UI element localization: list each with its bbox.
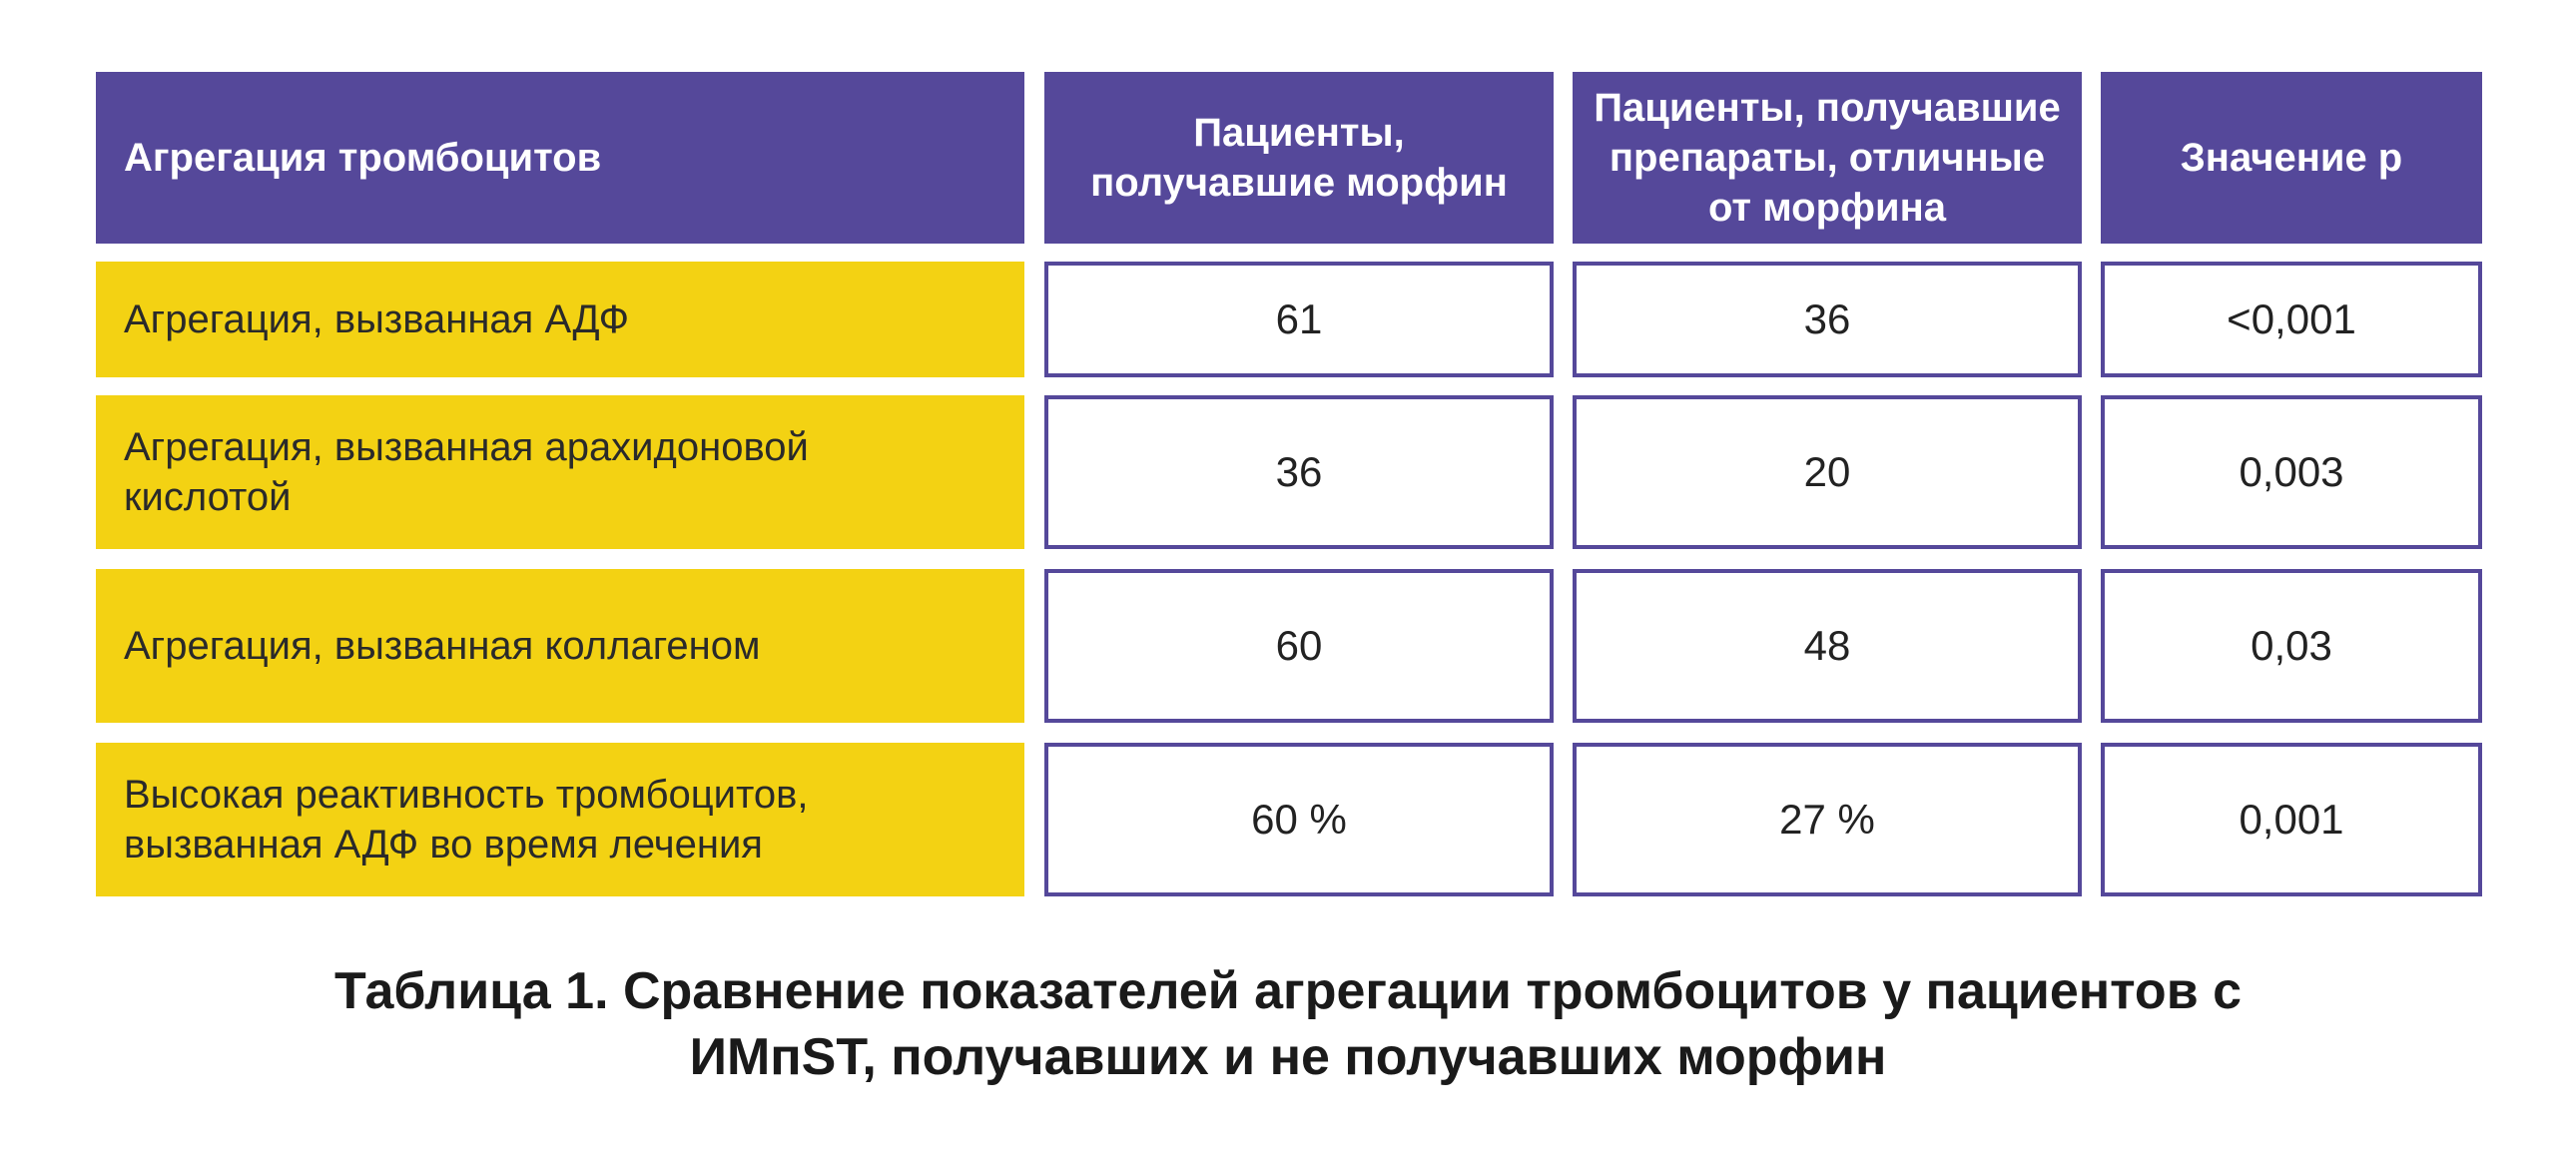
cell-non-morphine-value: 20 <box>1803 448 1851 495</box>
row-label <box>96 569 1024 723</box>
cell-p-value-text: 0,003 <box>2239 448 2344 495</box>
cell-morphine <box>1044 743 1554 896</box>
row-label-text: Агрегация, вызванная арахидоновой кислотой <box>124 425 809 519</box>
cell-non-morphine-value: 48 <box>1803 622 1851 669</box>
cell-morphine-value: 61 <box>1275 295 1323 342</box>
cell-p-value-text: 0,03 <box>2251 622 2332 669</box>
cell-morphine-value: 60 <box>1275 622 1323 669</box>
caption-line-2: ИМпST, получавших и не получавших морфин <box>689 1028 1887 1086</box>
header-morphine <box>1044 72 1554 244</box>
row-label <box>96 395 1024 549</box>
cell-morphine <box>1044 395 1554 549</box>
header-morphine-label: Пациенты, получавшие морфин <box>1090 111 1508 205</box>
cell-p-value <box>2101 395 2482 549</box>
cell-non-morphine-value: 36 <box>1803 295 1851 342</box>
row-label <box>96 743 1024 896</box>
header-aggregation <box>96 72 1024 244</box>
cell-non-morphine <box>1573 262 2082 377</box>
header-p-value <box>2101 72 2482 244</box>
cell-morphine-value: 36 <box>1275 448 1323 495</box>
row-label-text: Агрегация, вызванная коллагеном <box>124 624 761 668</box>
cell-p-value-text: 0,001 <box>2239 796 2344 843</box>
row-label-text: Агрегация, вызванная АДФ <box>124 297 630 341</box>
cell-morphine <box>1044 569 1554 723</box>
table-caption <box>0 958 2576 1090</box>
cell-p-value <box>2101 743 2482 896</box>
header-p-value-label: Значение р <box>2180 136 2403 180</box>
row-label <box>96 262 1024 377</box>
header-non-morphine-label: Пациенты, получавшие препараты, отличные от морфина <box>1594 86 2061 230</box>
cell-non-morphine-value: 27 % <box>1779 796 1875 843</box>
cell-p-value <box>2101 262 2482 377</box>
cell-non-morphine <box>1573 743 2082 896</box>
cell-morphine <box>1044 262 1554 377</box>
row-label-text: Высокая реактивность тромбоцитов, вызванная АДФ во время лечения <box>124 773 809 867</box>
cell-non-morphine <box>1573 395 2082 549</box>
header-non-morphine <box>1573 72 2082 244</box>
header-aggregation-label: Агрегация тромбоцитов <box>124 136 602 180</box>
cell-morphine-value: 60 % <box>1251 796 1347 843</box>
cell-p-value <box>2101 569 2482 723</box>
cell-non-morphine <box>1573 569 2082 723</box>
caption-line-1: Таблица 1. Сравнение показателей агрегации тромбоцитов у пациентов с <box>333 962 2243 1020</box>
cell-p-value-text: <0,001 <box>2227 295 2356 342</box>
